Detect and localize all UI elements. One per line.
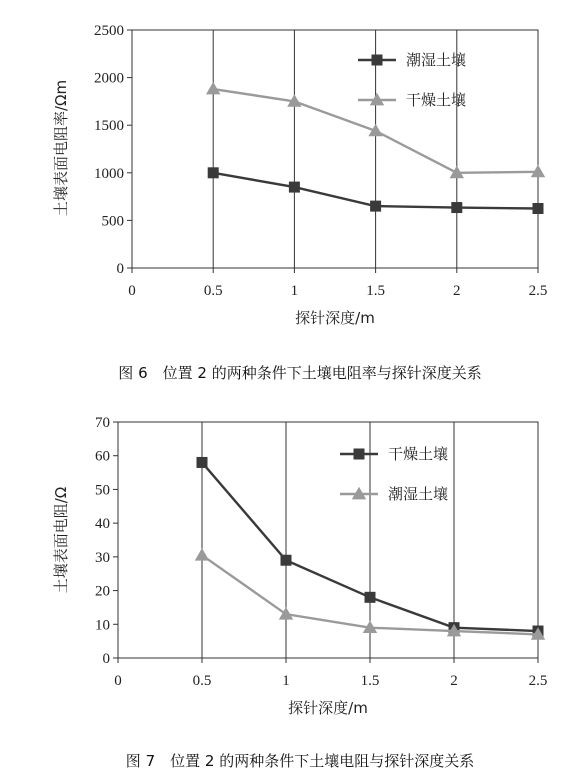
figure-7-caption: 图 7 位置 2 的两种条件下土壤电阻与探针深度关系 — [125, 752, 475, 770]
y-axis-title: 土壤表面电阻率/Ωm — [52, 79, 70, 217]
legend-marker — [372, 55, 383, 66]
y-tick-label: 500 — [101, 213, 124, 230]
y-tick-label: 2000 — [94, 70, 124, 87]
y-tick-label: 40 — [95, 516, 110, 533]
x-tick-label: 0 — [128, 283, 136, 299]
plot-frame — [132, 30, 538, 268]
y-tick-label: 70 — [95, 415, 110, 431]
resistance-chart — [52, 415, 547, 717]
data-point — [195, 548, 209, 561]
x-tick-label: 2 — [450, 673, 458, 689]
legend-label: 干燥土壤 — [406, 91, 467, 109]
y-tick-label: 0 — [116, 261, 124, 277]
y-tick-label: 1500 — [94, 118, 124, 135]
data-point — [289, 182, 300, 193]
x-axis-title: 探针深度/m — [295, 309, 375, 327]
data-point — [533, 203, 544, 214]
x-tick-label: 1 — [290, 283, 299, 299]
y-tick-label: 60 — [95, 448, 110, 465]
data-point — [370, 201, 381, 212]
legend — [340, 445, 448, 503]
legend-label: 潮湿土壤 — [388, 485, 449, 503]
y-tick-label: 20 — [95, 583, 110, 600]
x-tick-label: 1 — [282, 673, 290, 689]
y-axis-title: 土壤表面电阻/Ω — [52, 486, 70, 594]
legend-label: 潮湿土壤 — [406, 51, 467, 69]
y-tick-label: 10 — [95, 617, 110, 634]
plot-frame — [118, 422, 538, 658]
data-point — [197, 457, 208, 468]
legend-label: 干燥土壤 — [388, 445, 449, 463]
x-tick-label: 0 — [114, 673, 122, 689]
x-tick-label: 2.5 — [528, 283, 548, 299]
data-point — [208, 167, 219, 178]
data-point — [281, 555, 292, 566]
y-tick-label: 0 — [102, 651, 110, 667]
data-point — [365, 592, 376, 603]
y-tick-label: 30 — [95, 549, 110, 566]
y-tick-label: 50 — [95, 482, 110, 499]
x-tick-label: 0.5 — [203, 283, 223, 299]
y-tick-label: 1000 — [94, 165, 124, 182]
data-point — [451, 202, 462, 213]
resistivity-chart — [52, 23, 547, 327]
x-tick-label: 1.5 — [366, 283, 385, 299]
x-tick-label: 2 — [453, 283, 461, 299]
figure-6-caption: 图 6 位置 2 的两种条件下土壤电阻率与探针深度关系 — [118, 364, 482, 382]
x-tick-label: 0.5 — [192, 673, 212, 689]
legend — [358, 51, 466, 109]
x-axis-title: 探针深度/m — [288, 699, 368, 717]
data-point — [279, 607, 293, 620]
x-tick-label: 1.5 — [360, 673, 380, 689]
data-point — [206, 82, 220, 95]
legend-marker — [354, 449, 365, 460]
y-tick-label: 2500 — [94, 23, 124, 39]
x-tick-label: 2.5 — [528, 673, 548, 689]
